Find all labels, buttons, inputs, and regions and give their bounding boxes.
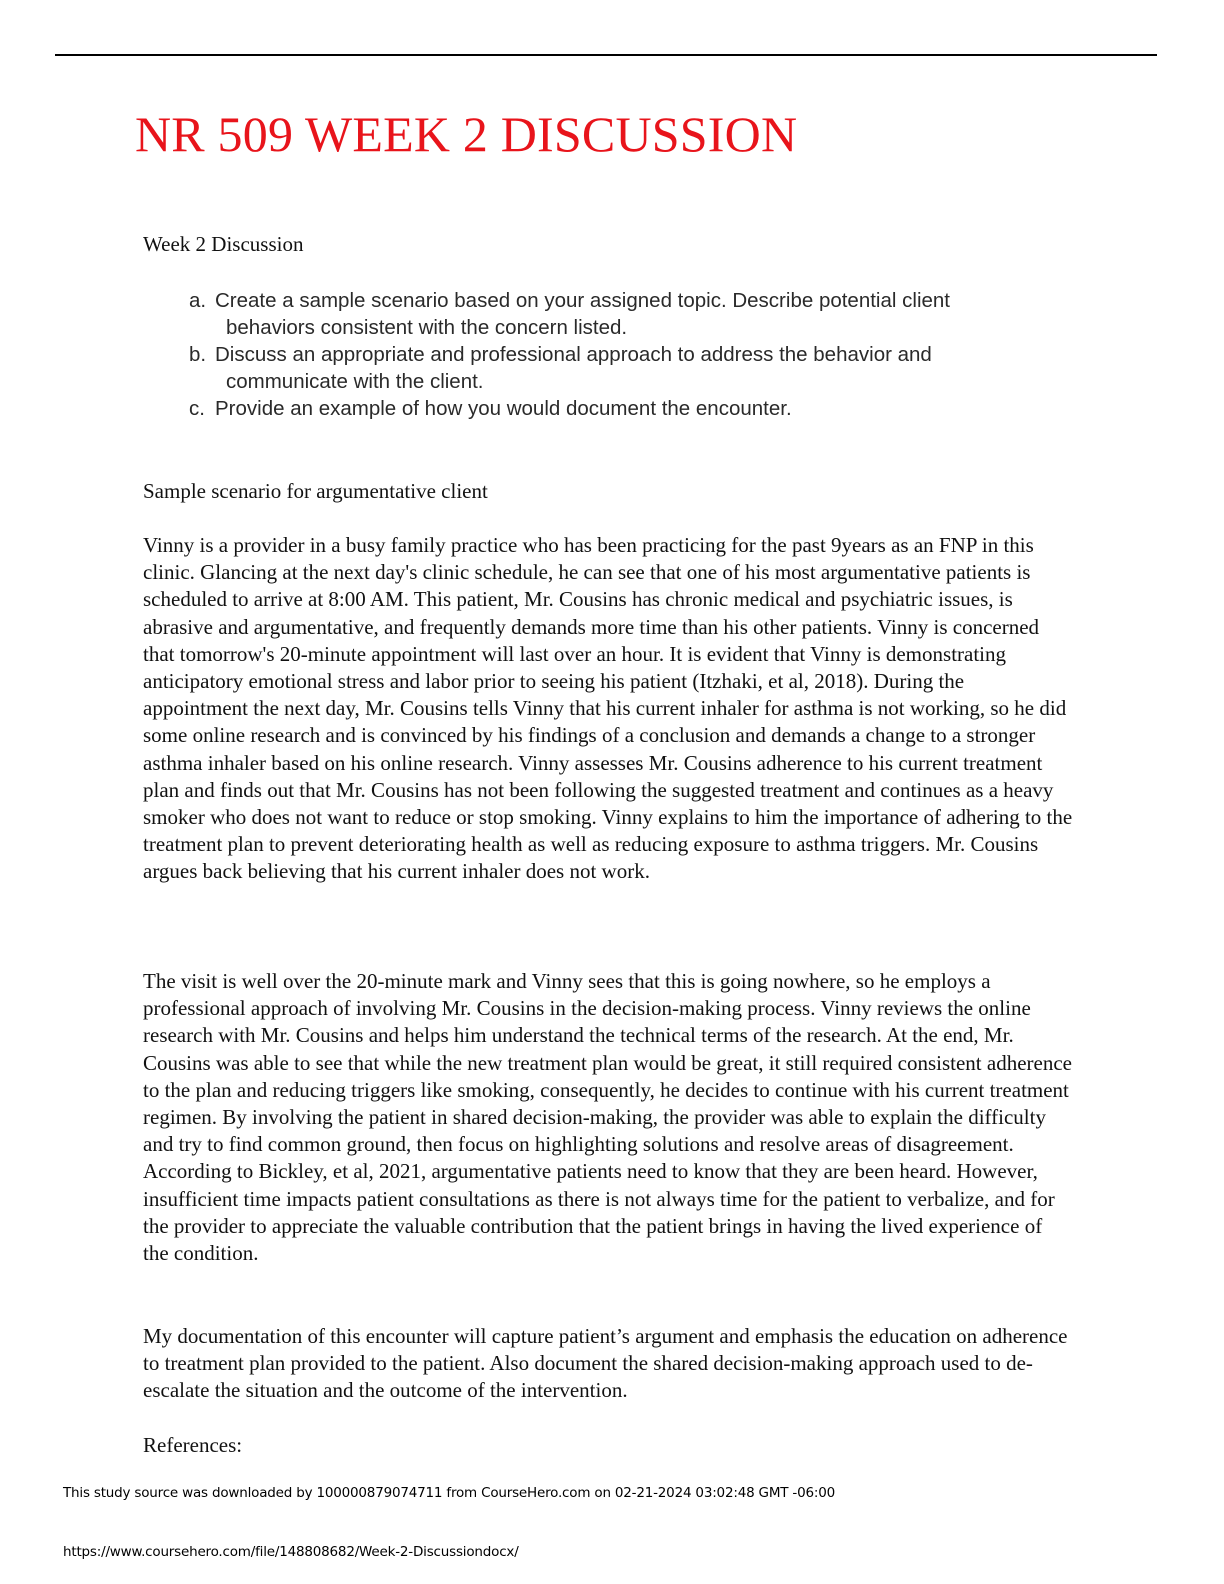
question-marker: b. — [189, 343, 207, 366]
question-line: Provide an example of how you would document the encounter. — [215, 397, 792, 420]
question-line: Create a sample scenario based on your assigned topic. Describe potential client — [215, 289, 950, 312]
question-item-a — [189, 287, 1089, 341]
question-item-b — [189, 341, 1089, 395]
body-paragraph: Vinny is a provider in a busy family practice who has been practicing for the past 9years as an FNP in this clinic. Glancing at the next day's clinic schedule, he can see that one of his most argumentative patients is scheduled to arrive at 8:00 AM. This patient, Mr. Cousins has chronic medical and psychiatric issues, is abrasive and argumentative, and frequently demands more time than his other patients. Vinny is concerned that tomorrow's 20-minute appointment will last over an hour. It is evident that Vinny is demonstrating anticipatory emotional stress and labor prior to seeing his patient (Itzhaki, et al, 2018). During the appointment the next day, Mr. Cousins tells Vinny that his current inhaler for asthma is not working, so he did some online research and is convinced by his findings of a conclusion and demands a change to a stronger asthma inhaler based on his online research. Vinny assesses Mr. Cousins adherence to his current treatment plan and finds out that Mr. Cousins has not been following the suggested treatment and continues as a heavy smoker who does not want to reduce or stop smoking. Vinny explains to him the importance of adhering to the treatment plan to prevent deteriorating health as well as reducing exposure to asthma triggers. Mr. Cousins argues back believing that his current inhaler does not work. — [143, 533, 1073, 884]
question-line: Discuss an appropriate and professional approach to address the behavior and — [215, 343, 932, 366]
question-marker: a. — [189, 289, 207, 312]
question-list — [189, 287, 1089, 422]
scenario-heading: Sample scenario for argumentative client — [143, 479, 488, 503]
body-paragraph: My documentation of this encounter will capture patient’s argument and emphasis the education on adherence to treatment plan provided to the patient. Also document the shared decision-making approach used to de-escalate the situation and the outcome of the intervention. — [143, 1324, 1068, 1403]
body-paragraph: The visit is well over the 20-minute mark and Vinny sees that this is going nowhere, so he employs a professional approach of involving Mr. Cousins in the decision-making process. Vinny reviews the online research with Mr. Cousins and helps him understand the technical terms of the research. At the end, Mr. Cousins was able to see that while the new treatment plan would be great, it still required consistent adherence to the plan and reducing triggers like smoking, consequently, he decides to continue with his current treatment regimen. By involving the patient in shared decision-making, the provider was able to explain the difficulty and try to find common ground, then focus on highlighting solutions and resolve areas of disagreement. According to Bickley, et al, 2021, argumentative patients need to know that they are been heard. However, insufficient time impacts patient consultations as there is not always time for the patient to verbalize, and for the provider to appreciate the valuable contribution that the patient brings in having the lived experience of the condition. — [143, 969, 1072, 1266]
question-item-c — [189, 395, 1089, 422]
document-title: NR 509 WEEK 2 DISCUSSION — [135, 106, 798, 162]
download-source-note: This study source was downloaded by 100000879074711 from CourseHero.com on 02-21-2024 03:02:48 GMT -06:00 — [63, 1485, 835, 1501]
source-url[interactable]: https://www.coursehero.com/file/148808682/Week-2-Discussiondocx/ — [63, 1544, 519, 1560]
top-rule — [55, 54, 1157, 56]
references-heading: References: — [143, 1433, 243, 1457]
question-line: behaviors consistent with the concern listed. — [226, 316, 628, 339]
question-marker: c. — [189, 397, 205, 420]
subheading: Week 2 Discussion — [143, 232, 304, 256]
question-line: communicate with the client. — [226, 370, 484, 393]
